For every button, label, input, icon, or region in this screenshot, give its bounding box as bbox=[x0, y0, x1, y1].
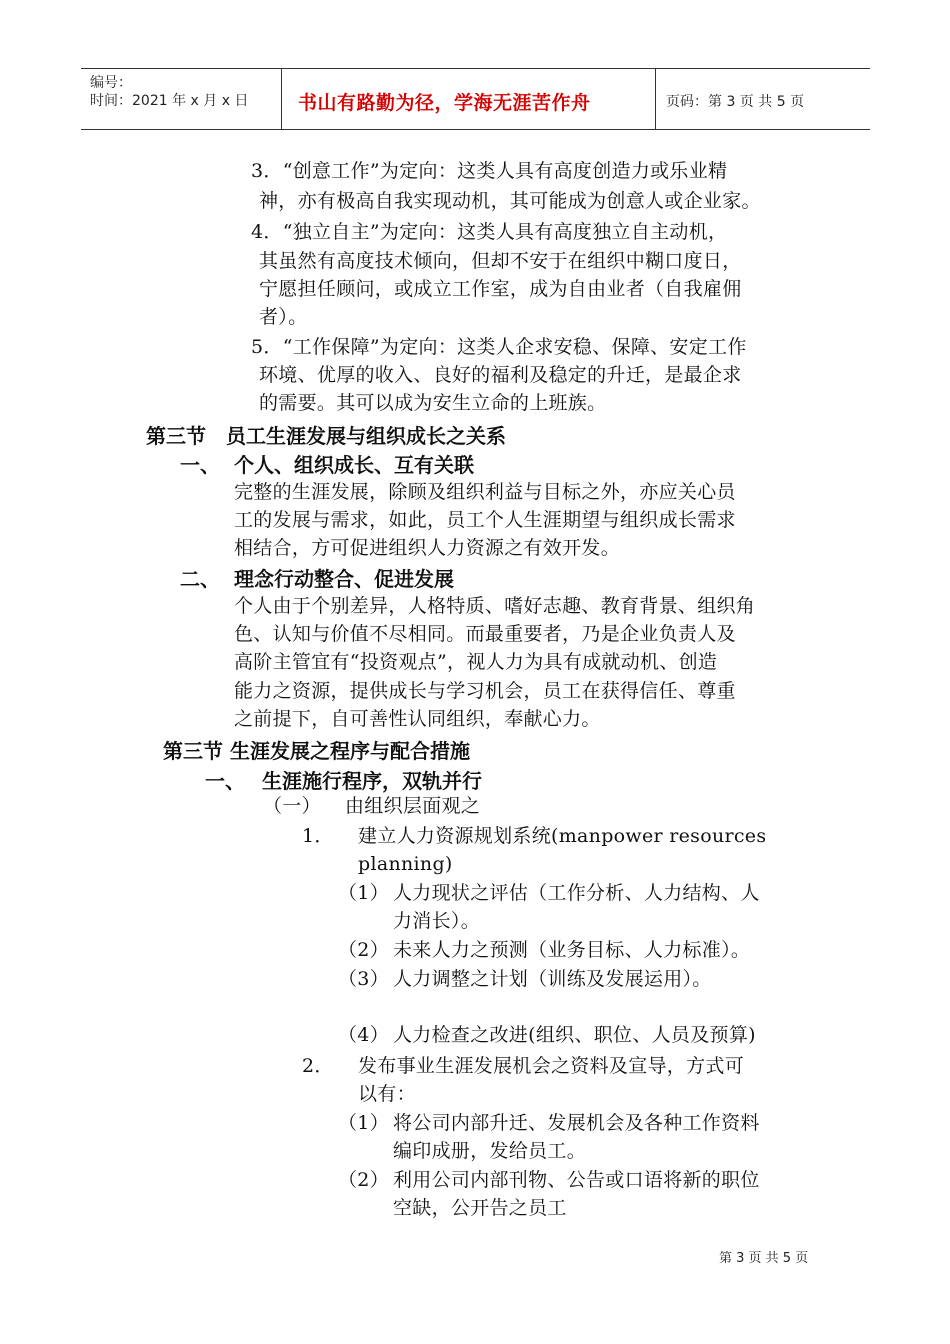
s2-1-line2: 编印成册，发给员工。 bbox=[393, 1140, 587, 1162]
section-a-title: 第三节 员工生涯发展与组织成长之关系 bbox=[146, 424, 506, 448]
header-code-label: 编号： bbox=[90, 75, 132, 91]
s1-4-text: 人力检查之改进(组织、职位、人员及预算) bbox=[393, 1024, 756, 1046]
s2-1-num: （1） bbox=[338, 1112, 389, 1134]
section-a-para2-line4: 能力之资源，提供成长与学习机会，员工在获得信任、尊重 bbox=[234, 680, 736, 702]
item3-line2: 神，亦有极高自我实现动机，其可能成为创意人或企业家。 bbox=[259, 190, 761, 212]
item4-line1: 4．“独立自主”为定向：这类人具有高度独立自主动机， bbox=[251, 221, 728, 243]
item5-line1: 5．“工作保障”为定向：这类人企求安稳、保障、安定工作 bbox=[251, 336, 747, 358]
item3-line1: 3．“创意工作”为定向：这类人具有高度创造力或乐业精 bbox=[251, 160, 728, 182]
section-a-para2-line3: 高阶主管宜有“投资观点”，视人力为具有成就动机、创造 bbox=[234, 651, 718, 673]
section-b-sub1-num: 一、 bbox=[205, 769, 245, 793]
section-b-sub1-title: 生涯施行程序，双轨并行 bbox=[262, 769, 482, 793]
s2-2-line1: 利用公司内部刊物、公告或口语将新的职位 bbox=[393, 1169, 760, 1191]
item5-line2: 环境、优厚的收入、良好的福利及稳定的升迁，是最企求 bbox=[259, 364, 742, 386]
header-date-label: 时间：2021 年 x 月 x 日 bbox=[90, 93, 249, 109]
s1-2-num: （2） bbox=[338, 939, 389, 961]
step1-num: 1． bbox=[302, 825, 334, 847]
header-motto: 书山有路勤为径，学海无涯苦作舟 bbox=[298, 92, 591, 114]
s2-1-line1: 将公司内部升迁、发展机会及各种工作资料 bbox=[393, 1112, 760, 1134]
step2-line2: 以有： bbox=[358, 1083, 416, 1105]
s1-1-line2: 力消长）。 bbox=[393, 910, 481, 932]
s1-3-text: 人力调整之计划（训练及发展运用）。 bbox=[393, 968, 712, 990]
step1-line1: 建立人力资源规划系统(manpower resources bbox=[358, 825, 767, 847]
s1-1-line1: 人力现状之评估（工作分析、人力结构、人 bbox=[393, 882, 760, 904]
section-a-para1-line2: 工的发展与需求，如此，员工个人生涯期望与组织成长需求 bbox=[234, 509, 736, 531]
s1-3-num: （3） bbox=[338, 968, 389, 990]
section-b-paren1-text: 由组织层面观之 bbox=[345, 795, 481, 817]
item5-line3: 的需要。其可以成为安生立命的上班族。 bbox=[259, 392, 607, 414]
header-divider bbox=[281, 69, 282, 129]
s1-4-num: （4） bbox=[338, 1024, 389, 1046]
section-a-para2-line2: 色、认知与价值不尽相同。而最重要者，乃是企业负责人及 bbox=[234, 623, 736, 645]
footer-page-number: 第 3 页 共 5 页 bbox=[719, 1251, 809, 1266]
step1-line2: planning) bbox=[358, 853, 453, 875]
section-b-title: 第三节 生涯发展之程序与配合措施 bbox=[163, 739, 470, 763]
s1-1-num: （1） bbox=[338, 882, 389, 904]
item4-line4: 者）。 bbox=[259, 306, 308, 328]
header-page-label: 页码：第 3 页 共 5 页 bbox=[666, 94, 805, 110]
section-a-para1-line1: 完整的生涯发展，除顾及组织利益与目标之外，亦应关心员 bbox=[234, 481, 736, 503]
section-a-para2-line5: 之前提下，自可善性认同组织，奉献心力。 bbox=[234, 708, 601, 730]
s2-2-num: （2） bbox=[338, 1169, 389, 1191]
item4-line3: 宁愿担任顾问，或成立工作室，成为自由业者（自我雇佣 bbox=[259, 278, 742, 300]
section-a-sub1-num: 一、 bbox=[180, 453, 220, 477]
s2-2-line2: 空缺，公开告之员工 bbox=[393, 1197, 567, 1219]
section-a-sub2-num: 二、 bbox=[180, 567, 220, 591]
item4-line2: 其虽然有高度技术倾向，但却不安于在组织中糊口度日， bbox=[259, 250, 742, 272]
step2-line1: 发布事业生涯发展机会之资料及宣导，方式可 bbox=[358, 1055, 745, 1077]
section-a-sub1-title: 个人、组织成长、互有关联 bbox=[234, 453, 474, 477]
section-a-para2-line1: 个人由于个别差异，人格特质、嗜好志趣、教育背景、组织角 bbox=[234, 595, 756, 617]
header-divider bbox=[655, 69, 656, 129]
step2-num: 2． bbox=[302, 1055, 334, 1077]
section-a-sub2-title: 理念行动整合、促进发展 bbox=[234, 567, 454, 591]
s1-2-text: 未来人力之预测（业务目标、人力标准）。 bbox=[393, 939, 751, 961]
section-b-paren1-num: （一） bbox=[263, 795, 321, 817]
section-a-para1-line3: 相结合，方可促进组织人力资源之有效开发。 bbox=[234, 537, 621, 559]
